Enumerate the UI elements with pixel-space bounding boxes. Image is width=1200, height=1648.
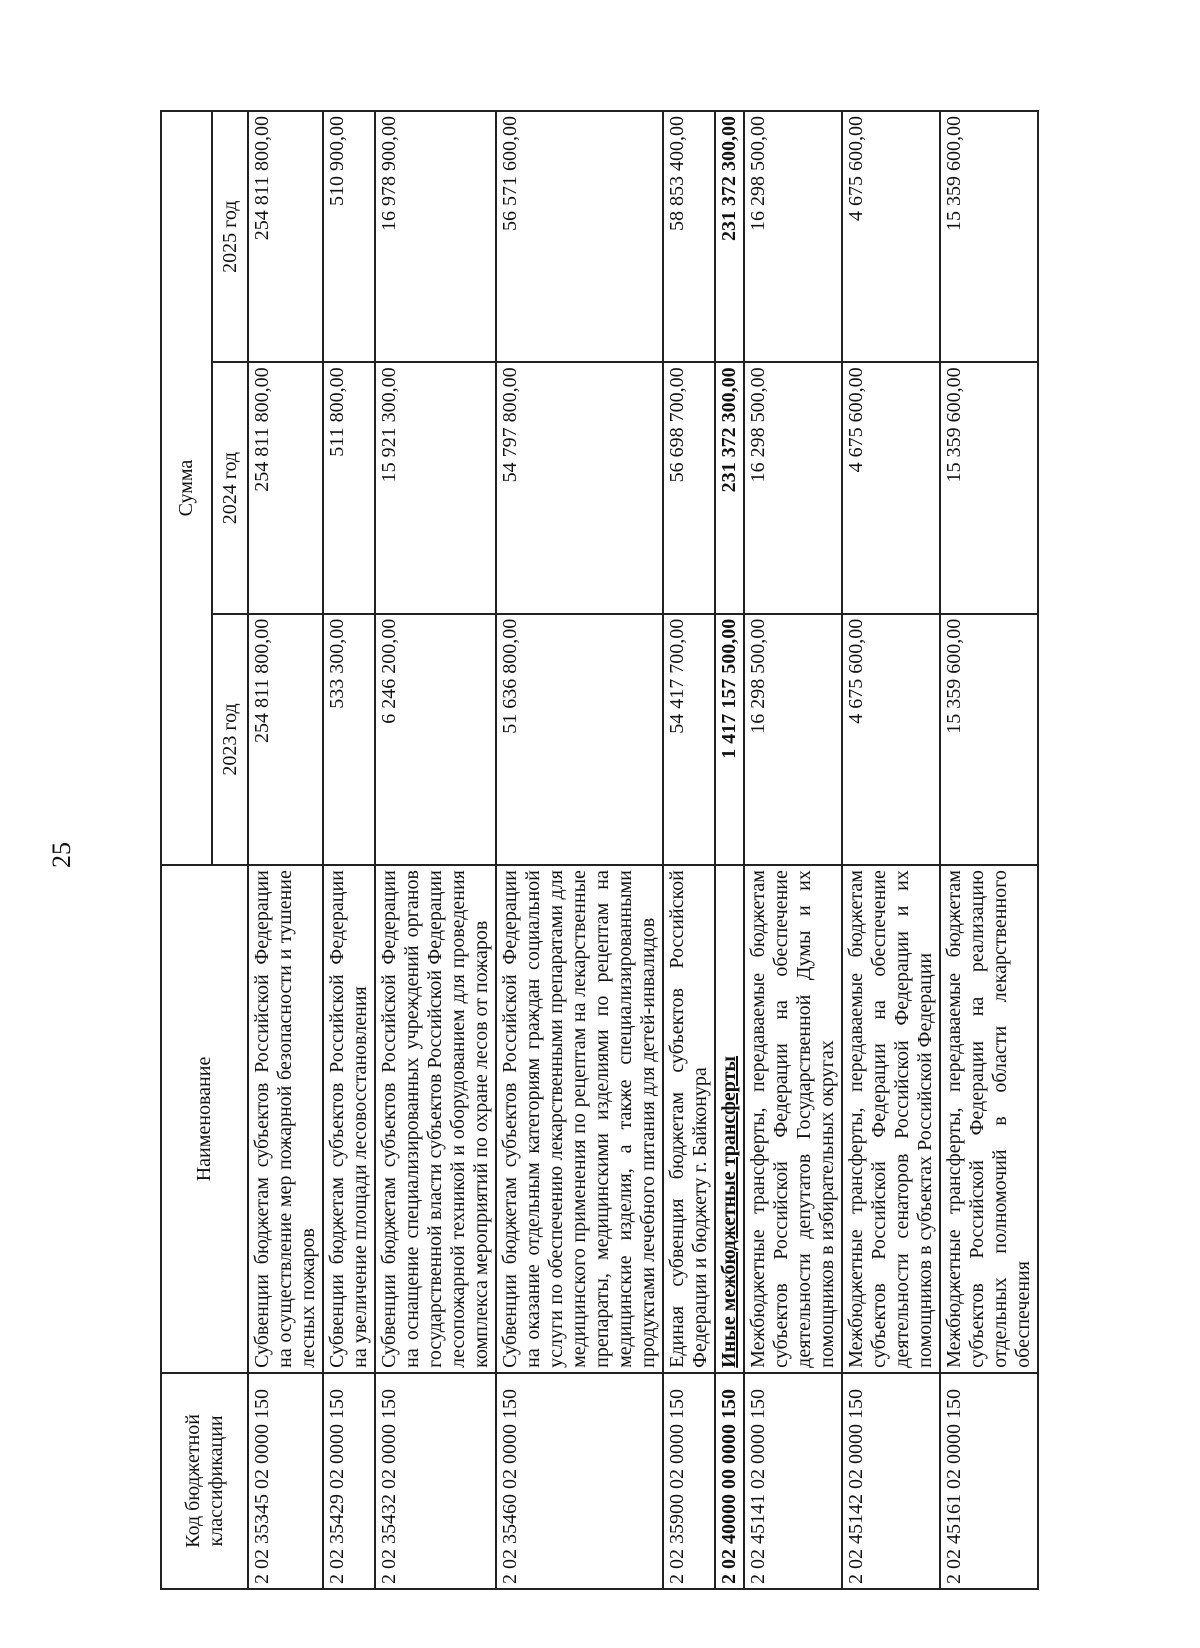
table-row (663, 111, 715, 1589)
amount-2024: 231 372 300,00 (715, 362, 744, 613)
amount-2025: 56 571 600,00 (496, 111, 663, 362)
row-code: 2 02 45161 02 0000 150 (940, 1373, 1038, 1589)
amount-2023: 254 811 800,00 (248, 614, 323, 865)
row-code: 2 02 35345 02 0000 150 (248, 1373, 323, 1589)
table-row (940, 111, 1038, 1589)
row-name: Субвенции бюджетам субъектов Российской Федерации на оказание отдельным категориям граждан социальной услуги по обеспечению лекарственными препаратами для медицинского применения по рецептам на лекарственные препараты, медицинскими изделиями по рецептам на медицинские изделия, а также специализированными продуктами лечебного питания для детей-инвалидов (496, 865, 663, 1373)
row-code: 2 02 45142 02 0000 150 (842, 1373, 940, 1589)
table-row-subtotal (715, 111, 744, 1589)
amount-2024: 4 675 600,00 (842, 362, 940, 613)
table-header (161, 111, 248, 1589)
row-code: 2 02 35429 02 0000 150 (323, 1373, 375, 1589)
page-number: 25 (47, 842, 76, 868)
row-code: 2 02 35900 02 0000 150 (663, 1373, 715, 1589)
row-name: Межбюджетные трансферты, передаваемые бюджетам субъектов Российской Федерации на обеспечение деятельности депутатов Государственной Думы и их помощников в избирательных округах (744, 865, 842, 1373)
amount-2023: 6 246 200,00 (375, 614, 496, 865)
column-header-year-2023: 2023 год (212, 614, 248, 865)
amount-2024: 15 921 300,00 (375, 362, 496, 613)
row-name: Субвенции бюджетам субъектов Российской Федерации на увеличение площади лесовосстановления (323, 865, 375, 1373)
row-name: Межбюджетные трансферты, передаваемые бюджетам субъектов Российской Федерации на обеспечение деятельности сенаторов Российской Федерации и их помощников в субъектах Российской Федерации (842, 865, 940, 1373)
row-name: Единая субвенция бюджетам субъектов Российской Федерации и бюджету г. Байконура (663, 865, 715, 1373)
row-code: 2 02 45141 02 0000 150 (744, 1373, 842, 1589)
row-code: 2 02 40000 00 0000 150 (715, 1373, 744, 1589)
amount-2024: 56 698 700,00 (663, 362, 715, 613)
amount-2024: 16 298 500,00 (744, 362, 842, 613)
amount-2024: 54 797 800,00 (496, 362, 663, 613)
amount-2023: 15 359 600,00 (940, 614, 1038, 865)
table-row (375, 111, 496, 1589)
row-code: 2 02 35432 02 0000 150 (375, 1373, 496, 1589)
row-name: Иные межбюджетные трансферты (715, 865, 744, 1373)
row-name: Субвенции бюджетам субъектов Российской Федерации на осуществление мер пожарной безопасности и тушение лесных пожаров (248, 865, 323, 1373)
amount-2023: 533 300,00 (323, 614, 375, 865)
amount-2025: 510 900,00 (323, 111, 375, 362)
amount-2025: 15 359 600,00 (940, 111, 1038, 362)
amount-2024: 15 359 600,00 (940, 362, 1038, 613)
table-row (323, 111, 375, 1589)
document-page-content (160, 110, 1085, 1590)
amount-2025: 16 298 500,00 (744, 111, 842, 362)
amount-2025: 4 675 600,00 (842, 111, 940, 362)
amount-2025: 254 811 800,00 (248, 111, 323, 362)
amount-2025: 231 372 300,00 (715, 111, 744, 362)
row-name: Межбюджетные трансферты, передаваемые бюджетам субъектов Российской Федерации на реализацию отдельных полномочий в области лекарственного обеспечения (940, 865, 1038, 1373)
column-header-name: Наименование (161, 865, 248, 1373)
column-header-year-2024: 2024 год (212, 362, 248, 613)
table-row (496, 111, 663, 1589)
table-row (842, 111, 940, 1589)
amount-2023: 51 636 800,00 (496, 614, 663, 865)
amount-2023: 54 417 700,00 (663, 614, 715, 865)
amount-2024: 254 811 800,00 (248, 362, 323, 613)
amount-2023: 4 675 600,00 (842, 614, 940, 865)
column-header-code: Код бюджетной классификации (161, 1373, 248, 1589)
table-row (248, 111, 323, 1589)
row-name: Субвенции бюджетам субъектов Российской Федерации на оснащение специализированных учреждений органов государственной власти субъектов Российской Федерации лесопожарной техникой и оборудованием для проведения комплекса мероприятий по охране лесов от пожаров (375, 865, 496, 1373)
amount-2023: 16 298 500,00 (744, 614, 842, 865)
column-header-sum: Сумма (161, 111, 212, 865)
amount-2023: 1 417 157 500,00 (715, 614, 744, 865)
column-header-year-2025: 2025 год (212, 111, 248, 362)
amount-2025: 58 853 400,00 (663, 111, 715, 362)
table-row (744, 111, 842, 1589)
row-code: 2 02 35460 02 0000 150 (496, 1373, 663, 1589)
amount-2024: 511 800,00 (323, 362, 375, 613)
table-body (248, 111, 1038, 1589)
budget-table (160, 110, 1039, 1590)
amount-2025: 16 978 900,00 (375, 111, 496, 362)
